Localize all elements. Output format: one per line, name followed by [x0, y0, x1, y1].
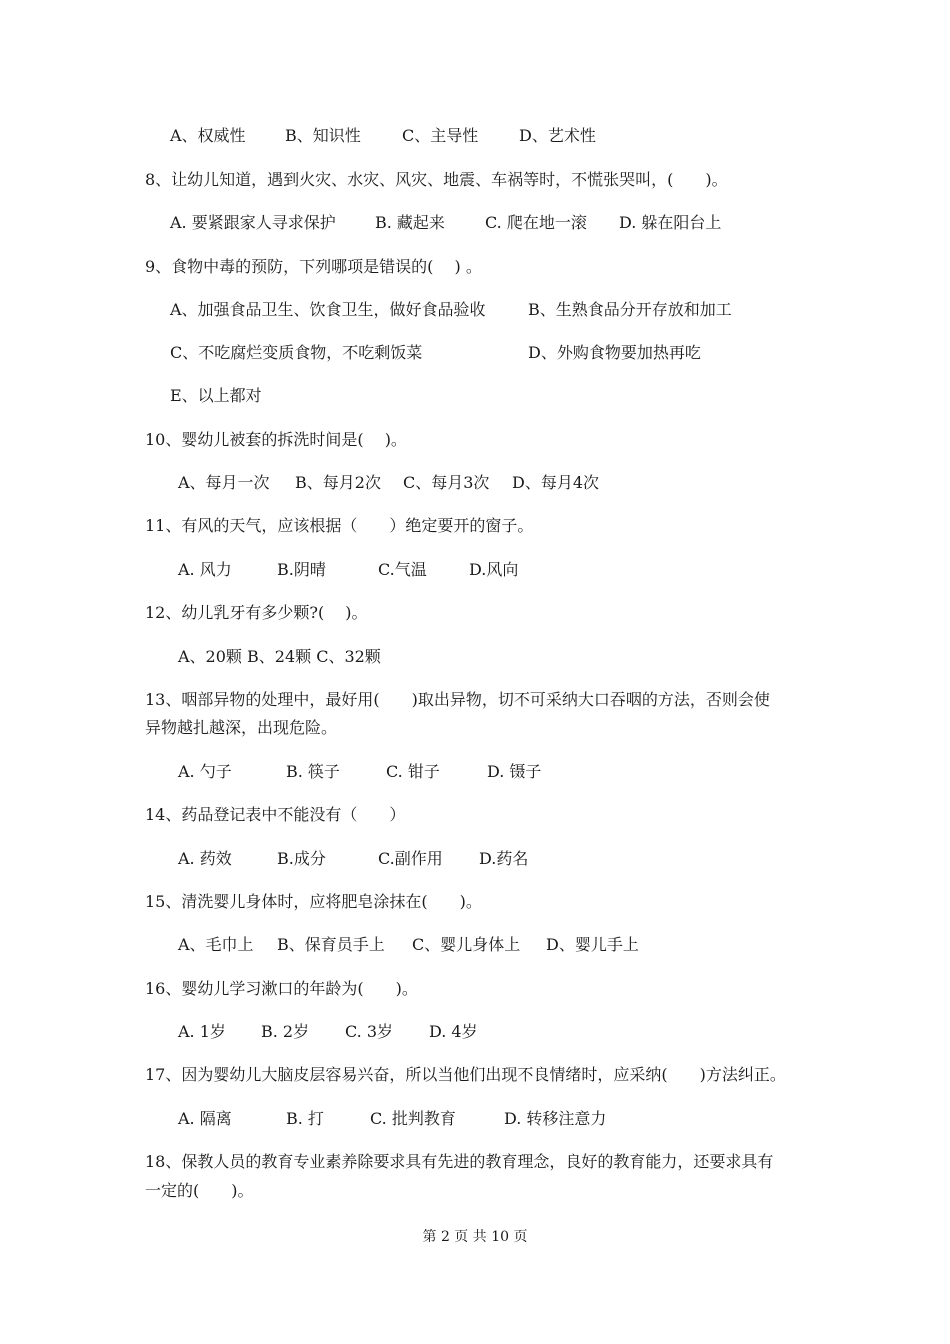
q8-option-d: D. 躲在阳台上	[619, 213, 722, 232]
q14-stem: 14、药品登记表中不能没有（ ）	[145, 805, 406, 824]
q15-stem: 15、清洗婴儿身体时，应将肥皂涂抹在( )。	[145, 892, 482, 911]
q16-option-a: A. 1岁	[178, 1022, 226, 1041]
q8-option-b: B. 藏起来	[375, 213, 445, 232]
q7-option-b: B、知识性	[285, 126, 361, 145]
q7-option-c: C、主导性	[402, 126, 479, 145]
page-footer: 第 2 页 共 10 页	[422, 1229, 528, 1245]
q8-option-a: A. 要紧跟家人寻求保护	[170, 213, 336, 232]
q18-stem-line1: 18、保教人员的教育专业素养除要求具有先进的教育理念，良好的教育能力，还要求具有	[145, 1152, 774, 1171]
q9-option-c: C、不吃腐烂变质食物，不吃剩饭菜	[170, 343, 423, 362]
q14-option-a: A. 药效	[178, 849, 232, 868]
q7-option-a: A、权威性	[170, 126, 246, 145]
q12-stem: 12、幼儿乳牙有多少颗?( )。	[145, 603, 368, 622]
q11-stem: 11、有风的天气，应该根据（ ）绝定要开的窗子。	[145, 516, 534, 535]
q8-stem: 8、让幼儿知道，遇到火灾、水灾、风灾、地震、车祸等时，不慌张哭叫，( )。	[145, 170, 728, 189]
q15-option-a: A、毛巾上	[178, 935, 254, 954]
q10-option-c: C、每月3次	[403, 473, 490, 492]
q7-option-d: D、艺术性	[519, 126, 596, 145]
q11-option-d: D.风向	[469, 560, 519, 579]
q9-option-e: E、以上都对	[170, 386, 262, 405]
q13-option-b: B. 筷子	[286, 762, 340, 781]
q12-options: A、20颗 B、24颗 C、32颗	[178, 647, 381, 666]
q11-option-c: C.气温	[378, 560, 427, 579]
q15-option-b: B、保育员手上	[277, 935, 385, 954]
q13-stem-line1: 13、咽部异物的处理中，最好用( )取出异物，切不可采纳大口吞咽的方法，否则会使	[145, 690, 770, 709]
q14-option-c: C.副作用	[378, 849, 443, 868]
q17-option-c: C. 批判教育	[370, 1109, 456, 1128]
q10-stem: 10、婴幼儿被套的拆洗时间是( )。	[145, 430, 407, 449]
q16-option-d: D. 4岁	[429, 1022, 478, 1041]
q17-option-d: D. 转移注意力	[504, 1109, 607, 1128]
q9-stem: 9、食物中毒的预防，下列哪项是错误的( ) 。	[145, 257, 482, 276]
q9-option-a: A、加强食品卫生、饮食卫生，做好食品验收	[170, 300, 486, 319]
q16-option-b: B. 2岁	[261, 1022, 310, 1041]
q10-option-d: D、每月4次	[512, 473, 600, 492]
q17-option-b: B. 打	[286, 1109, 324, 1128]
q13-option-a: A. 勺子	[178, 762, 232, 781]
q13-option-c: C. 钳子	[386, 762, 440, 781]
q10-option-b: B、每月2次	[295, 473, 381, 492]
q14-option-b: B.成分	[277, 849, 326, 868]
q13-option-d: D. 镊子	[487, 762, 542, 781]
q16-stem: 16、婴幼儿学习漱口的年龄为( )。	[145, 979, 418, 998]
q9-option-b: B、生熟食品分开存放和加工	[528, 300, 732, 319]
q15-option-d: D、婴儿手上	[546, 935, 639, 954]
q17-option-a: A. 隔离	[178, 1109, 232, 1128]
q14-option-d: D.药名	[479, 849, 529, 868]
q9-option-d: D、外购食物要加热再吃	[528, 343, 701, 362]
q15-option-c: C、婴儿身体上	[412, 935, 521, 954]
q13-stem-line2: 异物越扎越深，出现危险。	[145, 718, 338, 737]
q18-stem-line2: 一定的( )。	[145, 1181, 254, 1200]
q11-option-a: A. 风力	[178, 560, 232, 579]
q17-stem: 17、因为婴幼儿大脑皮层容易兴奋，所以当他们出现不良情绪时，应采纳( )方法纠正。	[145, 1065, 786, 1084]
q16-option-c: C. 3岁	[345, 1022, 394, 1041]
q10-option-a: A、每月一次	[178, 473, 270, 492]
q11-option-b: B.阴晴	[277, 560, 326, 579]
q8-option-c: C. 爬在地一滚	[485, 213, 587, 232]
